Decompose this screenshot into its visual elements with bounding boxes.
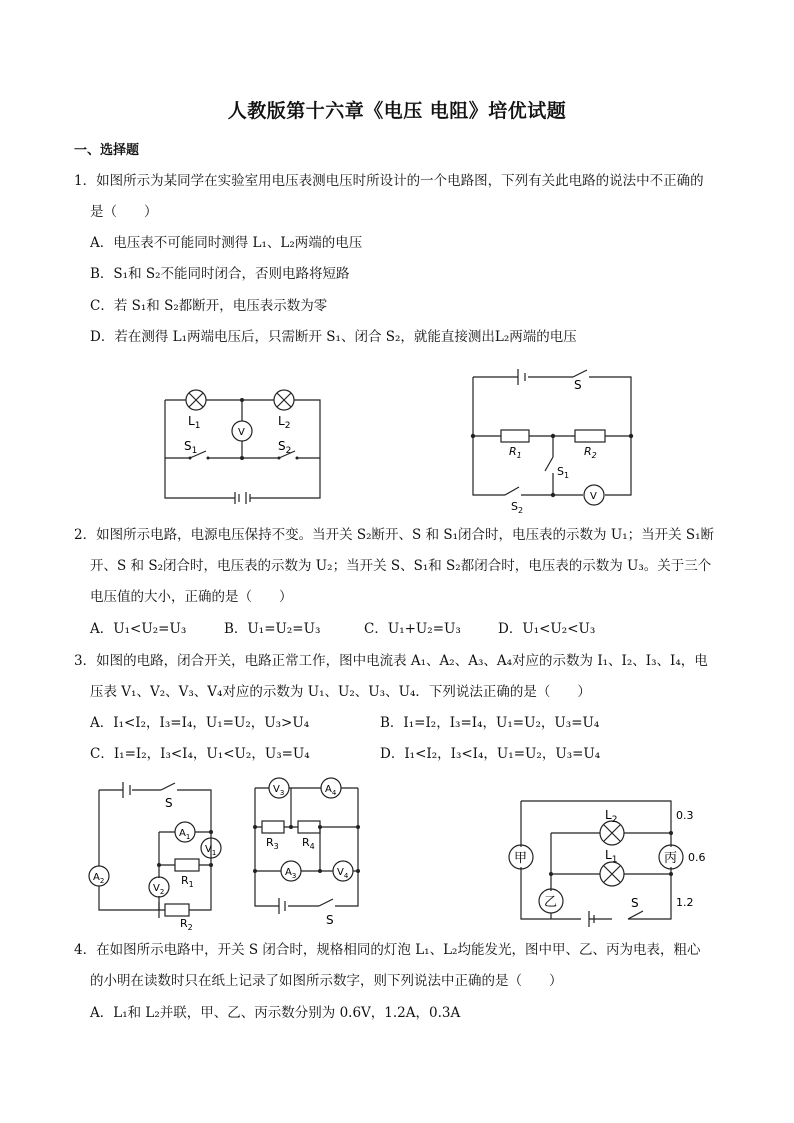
fig1-label-l1: $L_1$ <box>188 414 201 431</box>
fig3-label-r2: $R_2$ <box>180 917 193 932</box>
figure-5-circuit <box>505 795 720 925</box>
page-title: 人教版第十六章《电压 电阻》培优试题 <box>227 100 567 122</box>
q1-stem-line2: 是（ ） <box>90 204 158 220</box>
fig2-label-s: S <box>574 378 582 392</box>
q1-option-d: D．若在测得 L₁两端电压后，只需断开 S₁、闭合 S₂，就能直接测出L₂两端的电压 <box>90 329 577 345</box>
fig4-voltmeter-v4: $V_4$ <box>337 867 349 880</box>
q3-stem-line2: 压表 V₁、V₂、V₃、V₄对应的示数为 U₁、U₂、U₃、U₄．下列说法正确的是（ ） <box>90 684 591 700</box>
q2-option-a: A．U₁<U₂=U₃ <box>90 621 187 637</box>
figure-2-circuit <box>465 365 640 515</box>
fig2-label-r1: $R_1$ <box>509 445 522 460</box>
fig1-label-s1: $S_1$ <box>184 439 198 456</box>
q2-option-b: B．U₁=U₂=U₃ <box>224 621 321 637</box>
fig2-label-s1: $S_1$ <box>557 465 570 480</box>
figure-1-circuit <box>160 385 330 505</box>
fig3-ammeter-a1: $A_1$ <box>179 828 191 841</box>
fig5-reading-3: 1.2 <box>676 896 694 909</box>
fig3-voltmeter-v1: $V_1$ <box>205 844 217 857</box>
fig5-reading-1: 0.3 <box>676 809 694 822</box>
fig4-label-s: S <box>326 913 334 927</box>
fig5-label-l2: $L_2$ <box>605 808 618 825</box>
q1-stem-line1: 1．如图所示为某同学在实验室用电压表测电压时所设计的一个电路图，下列有关此电路的说法中不正确的 <box>74 173 704 189</box>
fig3-ammeter-a2: $A_2$ <box>93 872 105 885</box>
fig3-label-s: S <box>165 796 173 810</box>
fig5-label-l1: $L_1$ <box>605 848 618 865</box>
fig2-voltmeter-label: V <box>590 491 597 502</box>
q4-option-a: A．L₁和 L₂并联，甲、乙、丙示数分别为 0.6V，1.2A，0.3A <box>90 1005 461 1021</box>
q3-option-a: A．I₁<I₂，I₃=I₄，U₁=U₂，U₃>U₄ <box>90 715 310 731</box>
fig5-meter-jia: 甲 <box>514 851 528 866</box>
q4-stem-line1: 4．在如图所示电路中，开关 S 闭合时，规格相同的灯泡 L₁、L₂均能发光，图中甲、乙、丙为电表，粗心 <box>74 942 701 958</box>
q3-option-c: C．I₁=I₂，I₃<I₄，U₁<U₂，U₃=U₄ <box>90 746 310 762</box>
q3-stem-line1: 3．如图的电路，闭合开关，电路正常工作，图中电流表 A₁、A₂、A₃、A₄对应的示数为 I₁、I₂、I₃、I₄，电 <box>74 653 708 669</box>
fig4-label-r4: $R_4$ <box>302 836 315 851</box>
q2-stem-line3: 电压值的大小，正确的是（ ） <box>90 589 293 605</box>
q2-options-row <box>90 620 595 638</box>
q2-option-c: C．U₁+U₂=U₃ <box>364 621 461 637</box>
fig1-voltmeter-label: V <box>238 427 245 438</box>
fig5-meter-yi: 乙 <box>544 895 558 910</box>
fig1-label-s2: $S_2$ <box>278 439 292 456</box>
figure-4-circuit <box>245 776 370 926</box>
fig4-label-r3: $R_3$ <box>266 836 279 851</box>
fig3-label-r1: $R_1$ <box>181 874 194 889</box>
fig3-voltmeter-v2: $V_2$ <box>153 883 165 896</box>
q2-option-d: D．U₁<U₂<U₃ <box>498 621 596 637</box>
figure-3-circuit <box>85 782 225 932</box>
q3-option-d: D．I₁<I₂，I₃<I₄，U₁=U₂，U₃=U₄ <box>380 746 601 762</box>
fig5-meter-bing: 丙 <box>664 851 678 866</box>
fig2-label-r2: $R_2$ <box>584 445 597 460</box>
q2-stem-line2: 开、S 和 S₂闭合时，电压表的示数为 U₂；当开关 S、S₁和 S₂都闭合时，电压表的示数为 U₃。关于三个 <box>90 558 712 574</box>
fig1-label-l2: $L_2$ <box>278 414 291 431</box>
q4-stem-line2: 的小明在读数时只在纸上记录了如图所示数字，则下列说法中正确的是（ ） <box>90 973 563 989</box>
q2-stem-line1: 2．如图所示电路，电源电压保持不变。当开关 S₂断开、S 和 S₁闭合时，电压表的示数为 U₁；当开关 S₁断 <box>74 527 715 543</box>
section-heading: 一、选择题 <box>74 143 140 158</box>
q3-option-b: B．I₁=I₂，I₃=I₄，U₁=U₂，U₃=U₄ <box>380 715 600 731</box>
fig2-label-s2: $S_2$ <box>511 500 524 515</box>
q1-option-a: A．电压表不可能同时测得 L₁、L₂两端的电压 <box>90 235 363 251</box>
fig5-label-s: S <box>631 896 639 910</box>
q1-option-b: B．S₁和 S₂不能同时闭合，否则电路将短路 <box>90 266 350 282</box>
fig5-reading-2: 0.6 <box>688 851 706 864</box>
fig4-voltmeter-v3: $V_3$ <box>273 784 285 797</box>
q1-option-c: C．若 S₁和 S₂都断开，电压表示数为零 <box>90 298 328 314</box>
fig4-ammeter-a3: $A_3$ <box>285 867 297 880</box>
fig4-ammeter-a4: $A_4$ <box>325 784 337 797</box>
